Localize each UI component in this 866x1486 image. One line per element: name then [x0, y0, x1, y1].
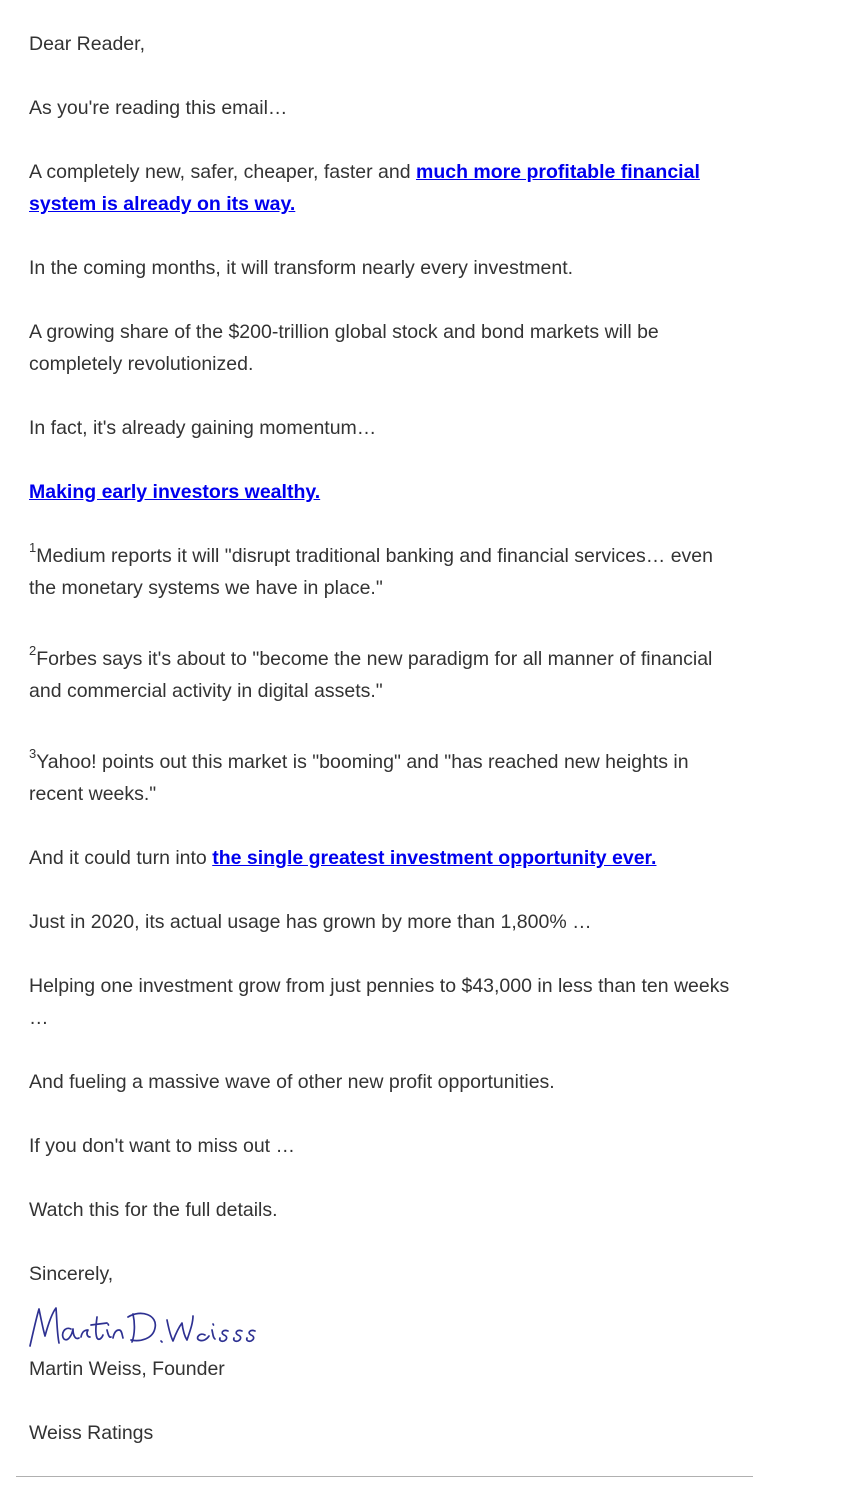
- footer-divider: [16, 1476, 753, 1477]
- paragraph-opportunity-text: And it could turn into: [29, 847, 213, 869]
- sender-name: Martin Weiss, Founder: [29, 1358, 225, 1380]
- paragraph-new-system: [29, 156, 739, 220]
- profitable-system-link[interactable]: much more profitable financial system is already on its way.: [29, 161, 700, 215]
- quote-yahoo: [29, 746, 739, 810]
- paragraph-opportunity: [29, 842, 739, 874]
- footnote-number: 2: [29, 642, 37, 658]
- early-investors-link[interactable]: Making early investors wealthy.: [29, 481, 321, 503]
- paragraph-fueling: And fueling a massive wave of other new profit opportunities.: [29, 1071, 555, 1093]
- sender-company: Weiss Ratings: [29, 1422, 154, 1444]
- email-body: [29, 28, 739, 1481]
- paragraph-wealthy: [29, 476, 739, 508]
- paragraph-miss-out: If you don't want to miss out …: [29, 1135, 296, 1157]
- paragraph-markets: A growing share of the $200-trillion global stock and bond markets will be completely revolutionized.: [29, 321, 659, 375]
- closing: Sincerely,: [29, 1263, 114, 1285]
- footnote-number: 1: [29, 539, 37, 555]
- greatest-opportunity-link[interactable]: the single greatest investment opportunity ever.: [212, 847, 657, 869]
- quote-text: Yahoo! points out this market is "booming" and "has reached new heights in recent weeks.": [29, 751, 689, 805]
- paragraph-reading: As you're reading this email…: [29, 97, 288, 119]
- signature-image: [27, 1303, 277, 1351]
- paragraph-watch: Watch this for the full details.: [29, 1199, 278, 1221]
- paragraph-growth: Helping one investment grow from just pennies to $43,000 in less than ten weeks …: [29, 975, 730, 1029]
- paragraph-usage: Just in 2020, its actual usage has grown by more than 1,800% …: [29, 911, 592, 933]
- paragraph-momentum: In fact, it's already gaining momentum…: [29, 417, 377, 439]
- paragraph-new-system-text: A completely new, safer, cheaper, faster and: [29, 161, 416, 183]
- quote-text: Medium reports it will "disrupt traditional banking and financial services… even the monetary systems we have in place.": [29, 545, 713, 599]
- quote-forbes: [29, 643, 739, 707]
- quote-text: Forbes says it's about to "become the new paradigm for all manner of financial and commercial activity in digital assets.": [29, 648, 713, 702]
- paragraph-transform: In the coming months, it will transform nearly every investment.: [29, 257, 574, 279]
- greeting: Dear Reader,: [29, 33, 145, 55]
- quote-medium: [29, 540, 739, 604]
- footnote-number: 3: [29, 745, 37, 761]
